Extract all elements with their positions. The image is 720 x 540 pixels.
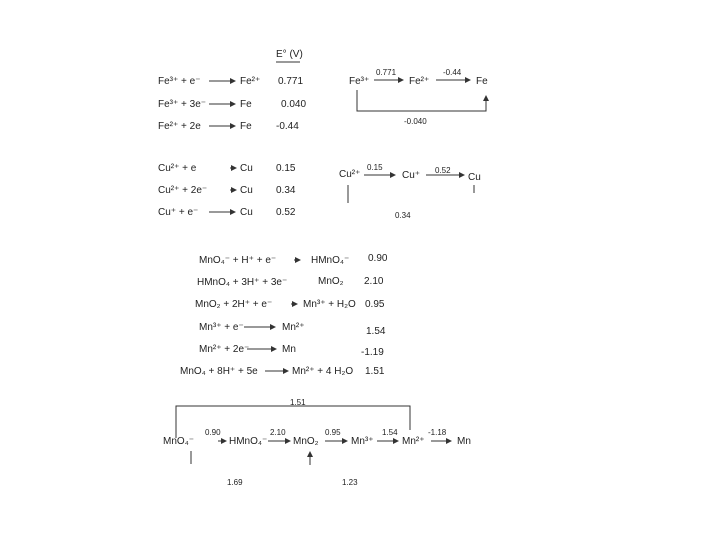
cu-r3-lhs: Cu⁺ + e⁻ [158,207,199,218]
mn-r6-e: 1.51 [365,366,385,377]
fe-r1-lhs: Fe³⁺ + e⁻ [158,76,201,87]
cu-r1-product: Cu [240,163,253,174]
fe-d-s3: Fe [476,76,488,87]
fe-d-v12: 0.771 [376,68,397,77]
fe-d-s2: Fe²⁺ [409,76,430,87]
cu-d-s3: Cu [468,172,481,183]
mn-r4-lhs: Mn³⁺ + e⁻ [199,322,244,333]
mn-d-s1: HMnO₄⁻ [229,436,268,447]
mn-d-step1: 2.10 [270,428,286,437]
mn-d-step4: -1.18 [428,428,447,437]
cu-d-v13: 0.34 [395,211,411,220]
mn-r2-product: MnO₂ [318,276,344,287]
mn-d-top: 1.51 [290,398,306,407]
mn-d-step3: 1.54 [382,428,398,437]
mn-r3-product: Mn³⁺ + H₂O [303,299,356,310]
cu-r2-lhs: Cu²⁺ + 2e⁻ [158,185,208,196]
mn-d-step0: 0.90 [205,428,221,437]
fe-r3-product: Fe [240,121,252,132]
cu-d-s2: Cu⁺ [402,170,421,181]
mn-r5-product: Mn [282,344,296,355]
mn-d-s3: Mn³⁺ [351,436,374,447]
eo-header: E° (V) [276,49,303,60]
mn-d-bottom-right: 1.23 [342,478,358,487]
cu-d-v23: 0.52 [435,166,451,175]
cu-r2-e: 0.34 [276,185,296,196]
fe-r1-product: Fe²⁺ [240,76,261,87]
fe-d-s1: Fe³⁺ [349,76,370,87]
fe-r2-product: Fe [240,99,252,110]
cu-r3-e: 0.52 [276,207,296,218]
cu-r1-lhs: Cu²⁺ + e [158,163,197,174]
mn-r5-lhs: Mn²⁺ + 2e⁻ [199,344,250,355]
mn-d-step2: 0.95 [325,428,341,437]
fe-d-v13: -0.040 [404,117,427,126]
mn-r6-lhs: MnO₄ + 8H⁺ + 5e [180,366,258,377]
cu-d-v12: 0.15 [367,163,383,172]
fe-r3-e: -0.44 [276,121,299,132]
mn-d-s4: Mn²⁺ [402,436,425,447]
mn-r1-product: HMnO₄⁻ [311,255,350,266]
bracket-fe [357,90,486,111]
cu-r2-product: Cu [240,185,253,196]
mn-r5-e: -1.19 [361,347,384,358]
cu-d-s1: Cu²⁺ [339,169,361,180]
mn-r2-e: 2.10 [364,276,384,287]
mn-r1-lhs: MnO₄⁻ + H⁺ + e⁻ [199,255,277,266]
mn-r4-e: 1.54 [366,326,386,337]
fe-r2-lhs: Fe³⁺ + 3e⁻ [158,99,207,110]
fe-r3-lhs: Fe²⁺ + 2e [158,121,201,132]
mn-d-s2: MnO₂ [293,436,319,447]
fe-r1-e: 0.771 [278,76,304,87]
fe-d-v23: -0.44 [443,68,462,77]
mn-r6-product: Mn²⁺ + 4 H₂O [292,366,354,377]
mn-r3-lhs: MnO₂ + 2H⁺ + e⁻ [195,299,273,310]
mn-r4-product: Mn²⁺ [282,322,305,333]
cu-r1-e: 0.15 [276,163,296,174]
mn-r1-e: 0.90 [368,253,388,264]
mn-d-s0: MnO₄⁻ [163,436,195,447]
mn-d-bottom-left: 1.69 [227,478,243,487]
mn-r2-lhs: HMnO₄ + 3H⁺ + 3e⁻ [197,277,288,288]
mn-r3-e: 0.95 [365,299,385,310]
mn-d-s5: Mn [457,436,471,447]
fe-r2-e: 0.040 [281,99,307,110]
cu-r3-product: Cu [240,207,253,218]
